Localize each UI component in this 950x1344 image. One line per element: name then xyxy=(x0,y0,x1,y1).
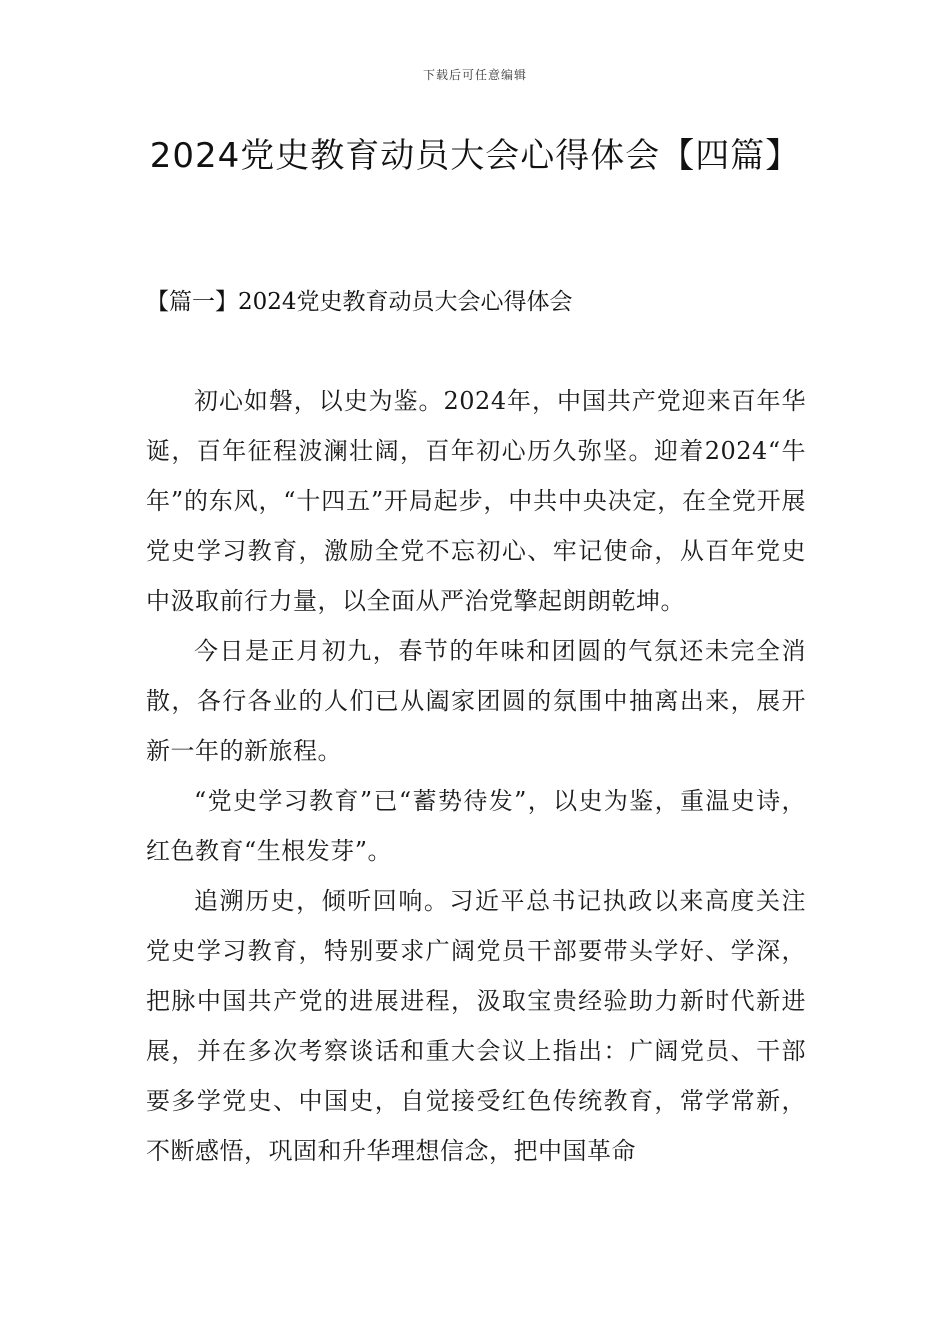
section-heading: 【篇一】2024党史教育动员大会心得体会 xyxy=(146,289,573,315)
paragraph: 初心如磐，以史为鉴。2024年，中国共产党迎来百年华诞，百年征程波澜壮阔，百年初心历久弥坚。迎着2024“牛年”的东风，“十四五”开局起步，中共中央决定，在全党开展党史学习教育，激励全党不忘初心、牢记使命，从百年党史中汲取前行力量，以全面从严治党擎起朗朗乾坤。 xyxy=(146,387,806,615)
header-note: 下载后可任意编辑 xyxy=(422,68,527,82)
paragraph: “党史学习教育”已“蓄势待发”，以史为鉴，重温史诗，红色教育“生根发芽”。 xyxy=(146,787,806,865)
paragraph: 今日是正月初九，春节的年味和团圆的气氛还未完全消散，各行各业的人们已从阖家团圆的氛围中抽离出来，展开新一年的新旅程。 xyxy=(146,637,806,765)
document-title: 2024党史教育动员大会心得体会【四篇】 xyxy=(149,136,801,176)
document-body xyxy=(146,376,806,1176)
paragraph: 追溯历史，倾听回响。习近平总书记执政以来高度关注党史学习教育，特别要求广阔党员干部要带头学好、学深，把脉中国共产党的进展进程，汲取宝贵经验助力新时代新进展，并在多次考察谈话和重大会议上指出：广阔党员、干部要多学党史、中国史，自觉接受红色传统教育，常学常新，不断感悟，巩固和升华理想信念，把中国革命 xyxy=(146,887,806,1165)
